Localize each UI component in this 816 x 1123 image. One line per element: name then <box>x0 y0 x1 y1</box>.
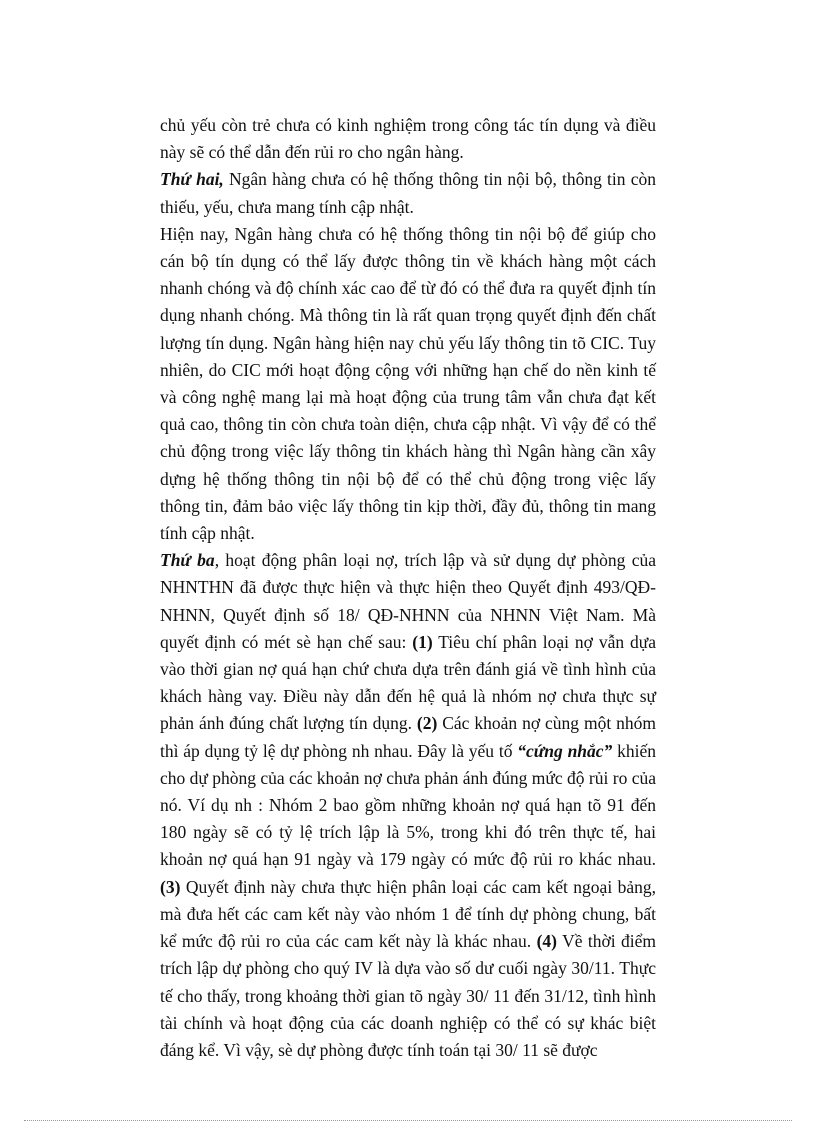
paragraph-3-text: Hiện nay, Ngân hàng chưa có hệ thống thông tin nội bộ để giúp cho cán bộ tín dụng có thể lấy được thông tin về khách hàng một cách nhanh chóng và độ chính xác cao để từ đó có thể đưa ra quyết định tín dụng nhanh chóng. Mà thông tin là rất quan trọng quyết định đến chất lượng tín dụng. Ngân hàng hiện nay chủ yếu lấy thông tin tõ CIC. Tuy nhiên, do CIC mới hoạt động cộng với những hạn chế do nền kinh tế và công nghệ mang lại mà hoạt động của trung tâm vẫn chưa đạt kết quả cao, thông tin còn chưa toàn diện, chưa cập nhật. Vì vậy để có thể chủ động trong việc lấy thông tin khách hàng thì Ngân hàng cần xây dựng hệ thống thông tin nội bộ để có thể chủ động trong việc lấy thông tin, đảm bảo việc lấy thông tin kịp thời, đầy đủ, thông tin mang tính cập nhật. <box>160 223 656 544</box>
paragraph-1-text: chủ yếu còn trẻ chưa có kinh nghiệm trong công tác tín dụng và điều này sẽ có thể dẫn đến rủi ro cho ngân hàng. <box>160 115 656 163</box>
paragraph-2-lead: Thứ hai, <box>160 169 224 190</box>
paragraph-4-lead: Thứ ba <box>160 550 215 571</box>
paragraph-3 <box>160 221 656 547</box>
paragraph-4 <box>160 547 656 1064</box>
paragraph-4-quoted-term: “cứng nhắc” <box>517 740 613 761</box>
paragraph-4-marker-4: (4) <box>536 931 557 952</box>
paragraph-4-marker-2: (2) <box>416 713 438 734</box>
paragraph-4-text-d: khiến cho dự phòng của các khoản nợ chưa phản ánh đúng mức độ rủi ro của nó. Ví dụ nh : Nhóm 2 bao gồm những khoản nợ quá hạn tõ 91 đến 180 ngày sẽ có tỷ lệ trích lập là 5%, trong khi đó trên thực tế, hai khoản nợ quá hạn 91 ngày và 179 ngày có mức độ rủi ro khác nhau. <box>160 740 656 870</box>
paragraph-4-marker-3: (3) <box>160 876 181 897</box>
paragraph-1 <box>160 112 656 166</box>
paragraph-4-text-c: Các khoản nợ cùng một nhóm thì áp dụng tỷ lệ dự phòng nh nhau. Đây là yếu tố <box>160 713 656 761</box>
paragraph-2-text: Ngân hàng chưa có hệ thống thông tin nội bộ, thông tin còn thiếu, yếu, chưa mang tính cập nhật. <box>160 169 656 217</box>
paragraph-2 <box>160 166 656 220</box>
document-body <box>160 112 656 1064</box>
paragraph-4-text-f: Về thời điểm trích lập dự phòng cho quý IV là dựa vào số dư cuối ngày 30/11. Thực tế cho thấy, trong khoảng thời gian tõ ngày 30/ 11 đến 31/12, tình hình tài chính và hoạt động của các doanh nghiệp có thể có sự khác biệt đáng kể. Vì vậy, sè dự phòng được tính toán tại 30/ 11 sẽ được <box>160 931 657 1060</box>
page-bottom-divider <box>24 1120 792 1121</box>
paragraph-4-text-e: Quyết định này chưa thực hiện phân loại các cam kết ngoại bảng, mà đưa hết các cam kết này vào nhóm 1 để tính dự phòng chung, bất kể mức độ rủi ro của các cam kết này là khác nhau. <box>160 876 656 952</box>
paragraph-4-marker-1: (1) <box>412 631 433 652</box>
paragraph-4-text-a: , hoạt động phân loại nợ, trích lập và sử dụng dự phòng của NHNTHN đã được thực hiện và thực hiện theo Quyết định 493/QĐ-NHNN, Quyết định số 18/ QĐ-NHNN của NHNN Việt Nam. Mà quyết định có mét sè hạn chế sau: <box>160 550 656 652</box>
paragraph-4-text-b: Tiêu chí phân loại nợ vẫn dựa vào thời gian nợ quá hạn chứ chưa dựa trên đánh giá về tình hình của khách hàng vay. Điều này dẫn đến hệ quả là nhóm nợ chưa thực sự phản ánh đúng chất lượng tín dụng. <box>160 631 656 734</box>
